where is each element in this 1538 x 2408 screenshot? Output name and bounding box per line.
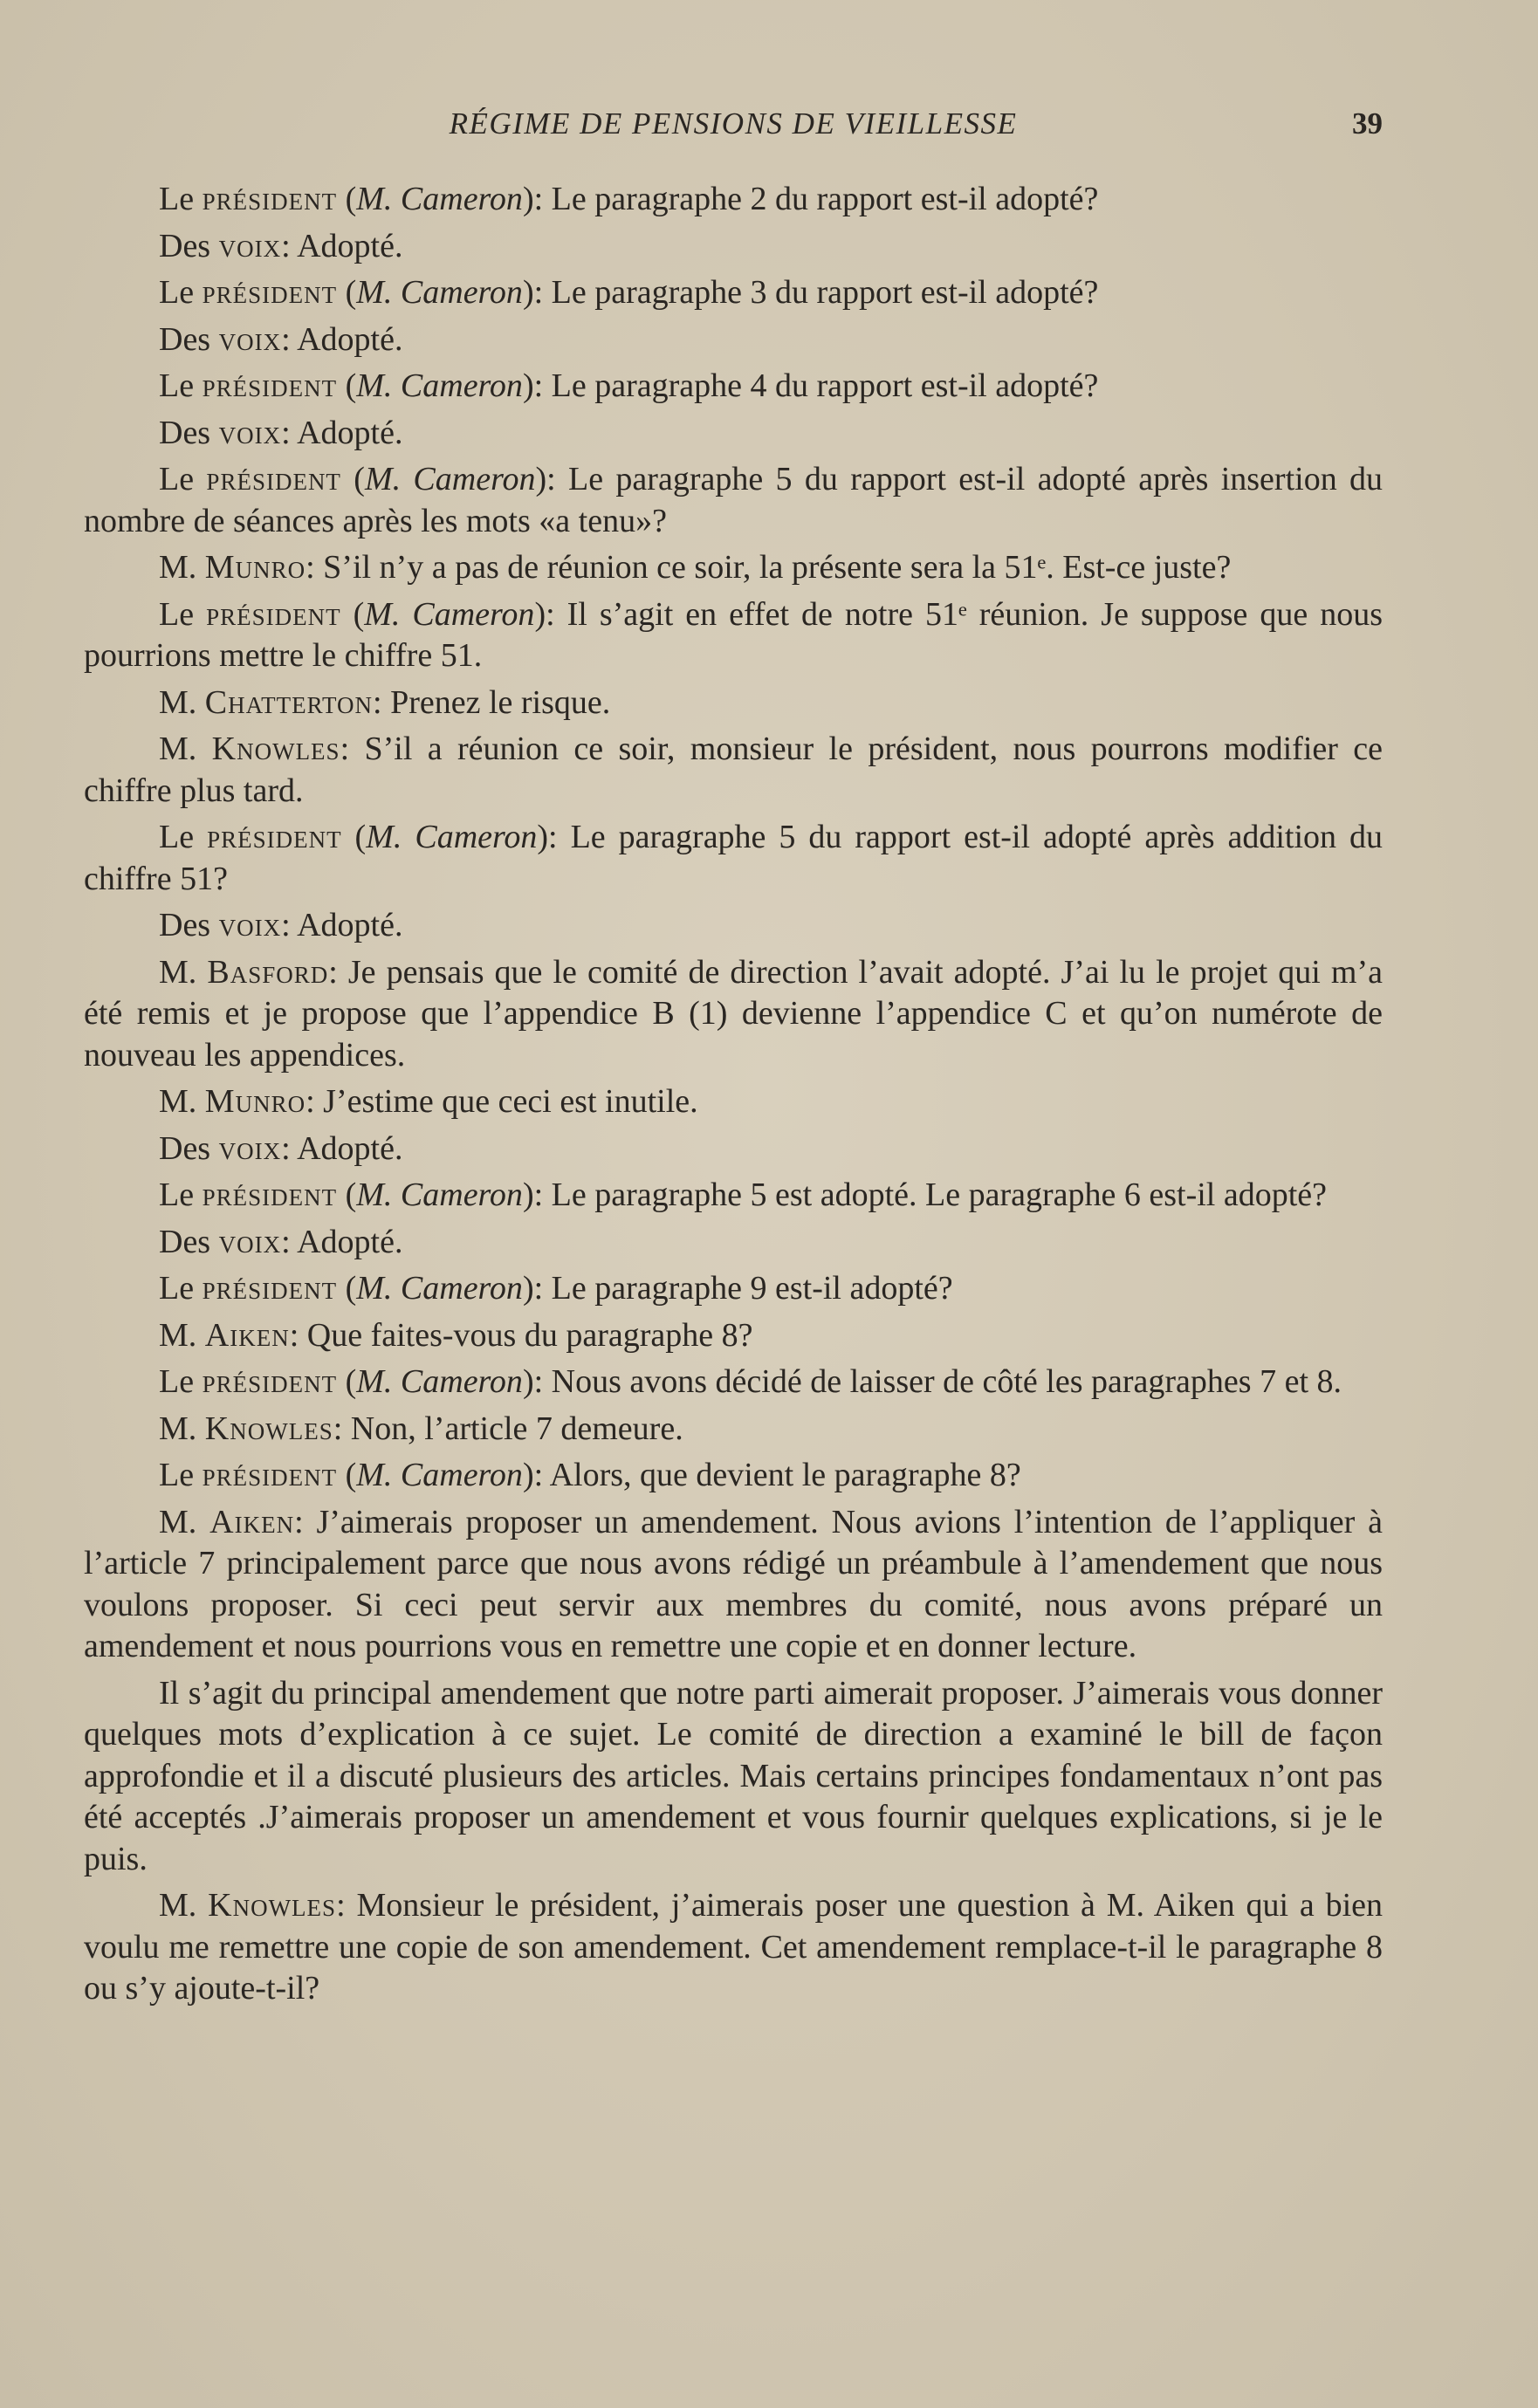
speaker-prefix: Le [159,1363,203,1400]
speaker-prefix: Des [159,227,219,264]
speaker-prefix: Des [159,320,219,358]
speech-text: Adopté. [297,907,403,943]
speaker-prefix: Des [159,907,219,943]
speaker-role: M. Cameron [356,1457,523,1493]
speech-text: J’estime que ceci est inutile. [323,1083,698,1120]
speaker-prefix: Le [159,274,203,311]
speaker-prefix: Le [159,819,208,855]
paragraph: Le président (M. Cameron): Le paragraphe 3 du rapport est-il adopté? [159,274,1099,311]
speech-text: Adopté. [297,227,403,264]
paragraph: Des voix: Adopté. [159,227,403,264]
speech-text: Adopté. [297,1223,403,1260]
speaker-prefix: Le [159,1457,203,1493]
speaker-role: M. Cameron [356,367,523,404]
paragraph: Des voix: Adopté. [159,320,403,358]
speaker-prefix: M. [159,683,205,721]
speech-text: Je pensais que le comité de direction l’avait adopté. J’ai lu le projet qui m’a été remis et je propose que l’appendice B (1) devienne l’appendice C et qu’on numérote de nouveau les appendices. [84,953,1383,1074]
speaker-prefix: M. [159,953,208,991]
speech-text: Nous avons décidé de laisser de côté les paragraphes 7 et 8. [551,1363,1342,1400]
speaker-name: président [202,367,338,404]
speech-text: Que faites-vous du paragraphe 8? [306,1316,753,1354]
speaker-prefix: Le [159,1177,203,1213]
speech-text: Le paragraphe 2 du rapport est-il adopté? [551,181,1099,217]
speaker-name: Munro [204,549,306,586]
speech-text: S’il n’y a pas de réunion ce soir, la présente sera la 51ᵉ. Est-ce juste? [323,549,1232,586]
speaker-role: M. Cameron [356,1270,523,1307]
paragraph: Le président (M. Cameron): Le paragraphe 9 est-il adopté? [159,1270,953,1307]
paragraph: M. Munro: S’il n’y a pas de réunion ce soir, la présente sera la 51ᵉ. Est-ce juste? [159,549,1232,586]
speaker-name: président [202,274,338,311]
speaker-name: voix [218,1129,282,1167]
speaker-prefix: M. [159,549,205,586]
paragraph: Des voix: Adopté. [159,414,403,451]
speaker-name: président [202,181,338,217]
speech-text: Le paragraphe 3 du rapport est-il adopté? [551,274,1099,311]
paragraph [84,1673,1383,1881]
paragraph: M. Basford: Je pensais que le comité de direction l’avait adopté. J’ai lu le projet qui m’a été remis et je propose que l’appendice B (1) devienne l’appendice C et qu’on numérote de nouveau les appendices. [84,953,1383,1074]
speaker-name: voix [218,907,282,943]
speaker-prefix: M. [159,1887,209,1924]
speaker-prefix: Le [159,367,203,404]
paragraph: Des voix: Adopté. [159,907,403,943]
paragraph: M. Knowles: Monsieur le président, j’aimerais poser une question à M. Aiken qui a bien voulu me remettre une copie de son amendement. Cet amendement remplace-t-il le paragraphe 8 ou s’y ajoute-t-il? [84,1887,1383,2007]
speech-text: Le paragraphe 9 est-il adopté? [551,1270,953,1307]
speaker-prefix: M. [159,1083,205,1120]
speaker-prefix: M. [159,1503,210,1540]
speaker-name: président [202,1177,338,1213]
paragraph: Le président (M. Cameron): Le paragraphe 4 du rapport est-il adopté? [159,367,1099,404]
speaker-prefix: Le [159,1270,203,1307]
speaker-name: voix [218,227,282,264]
speech-text: Non, l’article 7 demeure. [350,1410,683,1447]
speaker-name: voix [218,320,282,358]
paragraph: M. Knowles: Non, l’article 7 demeure. [159,1410,683,1447]
speaker-prefix: Des [159,414,219,451]
speech-text: Le paragraphe 5 est adopté. Le paragraphe 6 est-il adopté? [551,1177,1327,1213]
speaker-name: Knowles [204,1410,333,1447]
speaker-name: Knowles [208,1887,337,1924]
speech-text: Adopté. [297,320,403,358]
document-body [84,179,1383,2015]
running-title: RÉGIME DE PENSIONS DE VIEILLESSE [449,106,1018,141]
paragraph: Le président (M. Cameron): Alors, que devient le paragraphe 8? [159,1457,1021,1493]
paragraph: Le président (M. Cameron): Il s’agit en effet de notre 51ᵉ réunion. Je suppose que nous pourrions mettre le chiffre 51. [84,595,1384,674]
speaker-name: président [207,819,342,855]
speaker-prefix: Le [159,595,207,633]
paragraph: M. Munro: J’estime que ceci est inutile. [159,1083,698,1120]
speaker-name: Aiken [209,1503,295,1540]
speaker-name: président [202,1270,338,1307]
speaker-name: Aiken [204,1316,290,1354]
speaker-prefix: Des [159,1129,219,1167]
speaker-name: voix [218,414,282,451]
paragraph: Des voix: Adopté. [159,1129,403,1167]
speech-text: Prenez le risque. [390,683,611,721]
speaker-prefix: M. [159,1316,205,1354]
paragraph: Le président (M. Cameron): Nous avons décidé de laisser de côté les paragraphes 7 et 8. [159,1363,1342,1400]
speaker-role: M. Cameron [364,595,535,633]
paragraph: Le président (M. Cameron): Le paragraphe 5 est adopté. Le paragraphe 6 est-il adopté? [159,1177,1327,1213]
speaker-role: M. Cameron [364,461,536,497]
speaker-role: M. Cameron [356,181,523,217]
speech-text: Adopté. [297,414,403,451]
speech-text: Le paragraphe 5 du rapport est-il adopté après addition du chiffre 51? [84,819,1384,897]
speaker-prefix: Le [159,181,203,217]
speaker-role: M. Cameron [356,1363,523,1400]
speaker-name: président [202,1457,338,1493]
speech-text: Le paragraphe 4 du rapport est-il adopté? [551,367,1099,404]
speaker-name: président [202,1363,338,1400]
speech-text: Adopté. [297,1129,403,1167]
speaker-name: Munro [204,1083,306,1120]
speaker-prefix: M. [159,731,212,767]
speaker-prefix: Des [159,1223,219,1260]
paragraph: M. Knowles: S’il a réunion ce soir, monsieur le président, nous pourrons modifier ce chiffre plus tard. [84,731,1383,809]
speech-text: J’aimerais proposer un amendement. Nous avions l’intention de l’appliquer à l’article 7 principalement parce que nous avons rédigé un préambule à l’amendement que nous voulons proposer. Si ceci peut servir aux membres du comité, nous avons préparé un amendement et nous pourrions vous en remettre une copie et en donner lecture. [84,1503,1383,1664]
speaker-role: M. Cameron [356,274,523,311]
speaker-prefix: M. [159,1410,205,1447]
speaker-name: Basford [207,953,329,991]
speaker-name: voix [218,1223,282,1260]
paragraph: M. Aiken: Que faites-vous du paragraphe 8? [159,1316,753,1354]
speech-text: Le paragraphe 5 du rapport est-il adopté après insertion du nombre de séances après les mots «a tenu»? [84,461,1384,539]
speaker-role: M. Cameron [366,819,538,855]
paragraph: M. Aiken: J’aimerais proposer un amendement. Nous avions l’intention de l’appliquer à l’article 7 principalement parce que nous avons rédigé un préambule à l’amendement que nous voulons proposer. Si ceci peut servir aux membres du comité, nous avons préparé un amendement et nous pourrions vous en remettre une copie et en donner lecture. [84,1503,1383,1664]
page-header [84,106,1383,150]
speaker-role: M. Cameron [356,1177,523,1213]
speech-text: Il s’agit du principal amendement que notre parti aimerait proposer. J’aimerais vous donner quelques mots d’explication à ce sujet. Le comité de direction a examiné le bill de façon approfondie et il a discuté plusieurs des articles. Mais certains principes fondamentaux n’ont pas été acceptés .J’aimerais proposer un amendement et vous fournir quelques explications, si je le puis. [84,1674,1383,1877]
page-number: 39 [1352,106,1383,141]
speech-text: Alors, que devient le paragraphe 8? [549,1457,1021,1493]
speech-text: Il s’agit en effet de notre 51ᵉ réunion. Je suppose que nous pourrions mettre le chiffre 51. [84,595,1384,674]
paragraph: M. Chatterton: Prenez le risque. [159,683,611,721]
speech-text: S’il a réunion ce soir, monsieur le président, nous pourrons modifier ce chiffre plus tard. [84,731,1383,809]
speaker-name: Knowles [211,731,340,767]
paragraph: Des voix: Adopté. [159,1223,403,1260]
speaker-name: président [206,595,341,633]
speaker-name: président [206,461,341,497]
speaker-name: Chatterton [204,683,374,721]
speech-text: Monsieur le président, j’aimerais poser une question à M. Aiken qui a bien voulu me remettre une copie de son amendement. Cet amendement remplace-t-il le paragraphe 8 ou s’y ajoute-t-il? [84,1887,1383,2007]
paragraph: Le président (M. Cameron): Le paragraphe 5 du rapport est-il adopté après addition du chiffre 51? [84,819,1384,897]
paragraph: Le président (M. Cameron): Le paragraphe 2 du rapport est-il adopté? [159,181,1099,217]
speaker-prefix: Le [159,461,207,497]
paragraph: Le président (M. Cameron): Le paragraphe 5 du rapport est-il adopté après insertion du nombre de séances après les mots «a tenu»? [84,461,1384,539]
